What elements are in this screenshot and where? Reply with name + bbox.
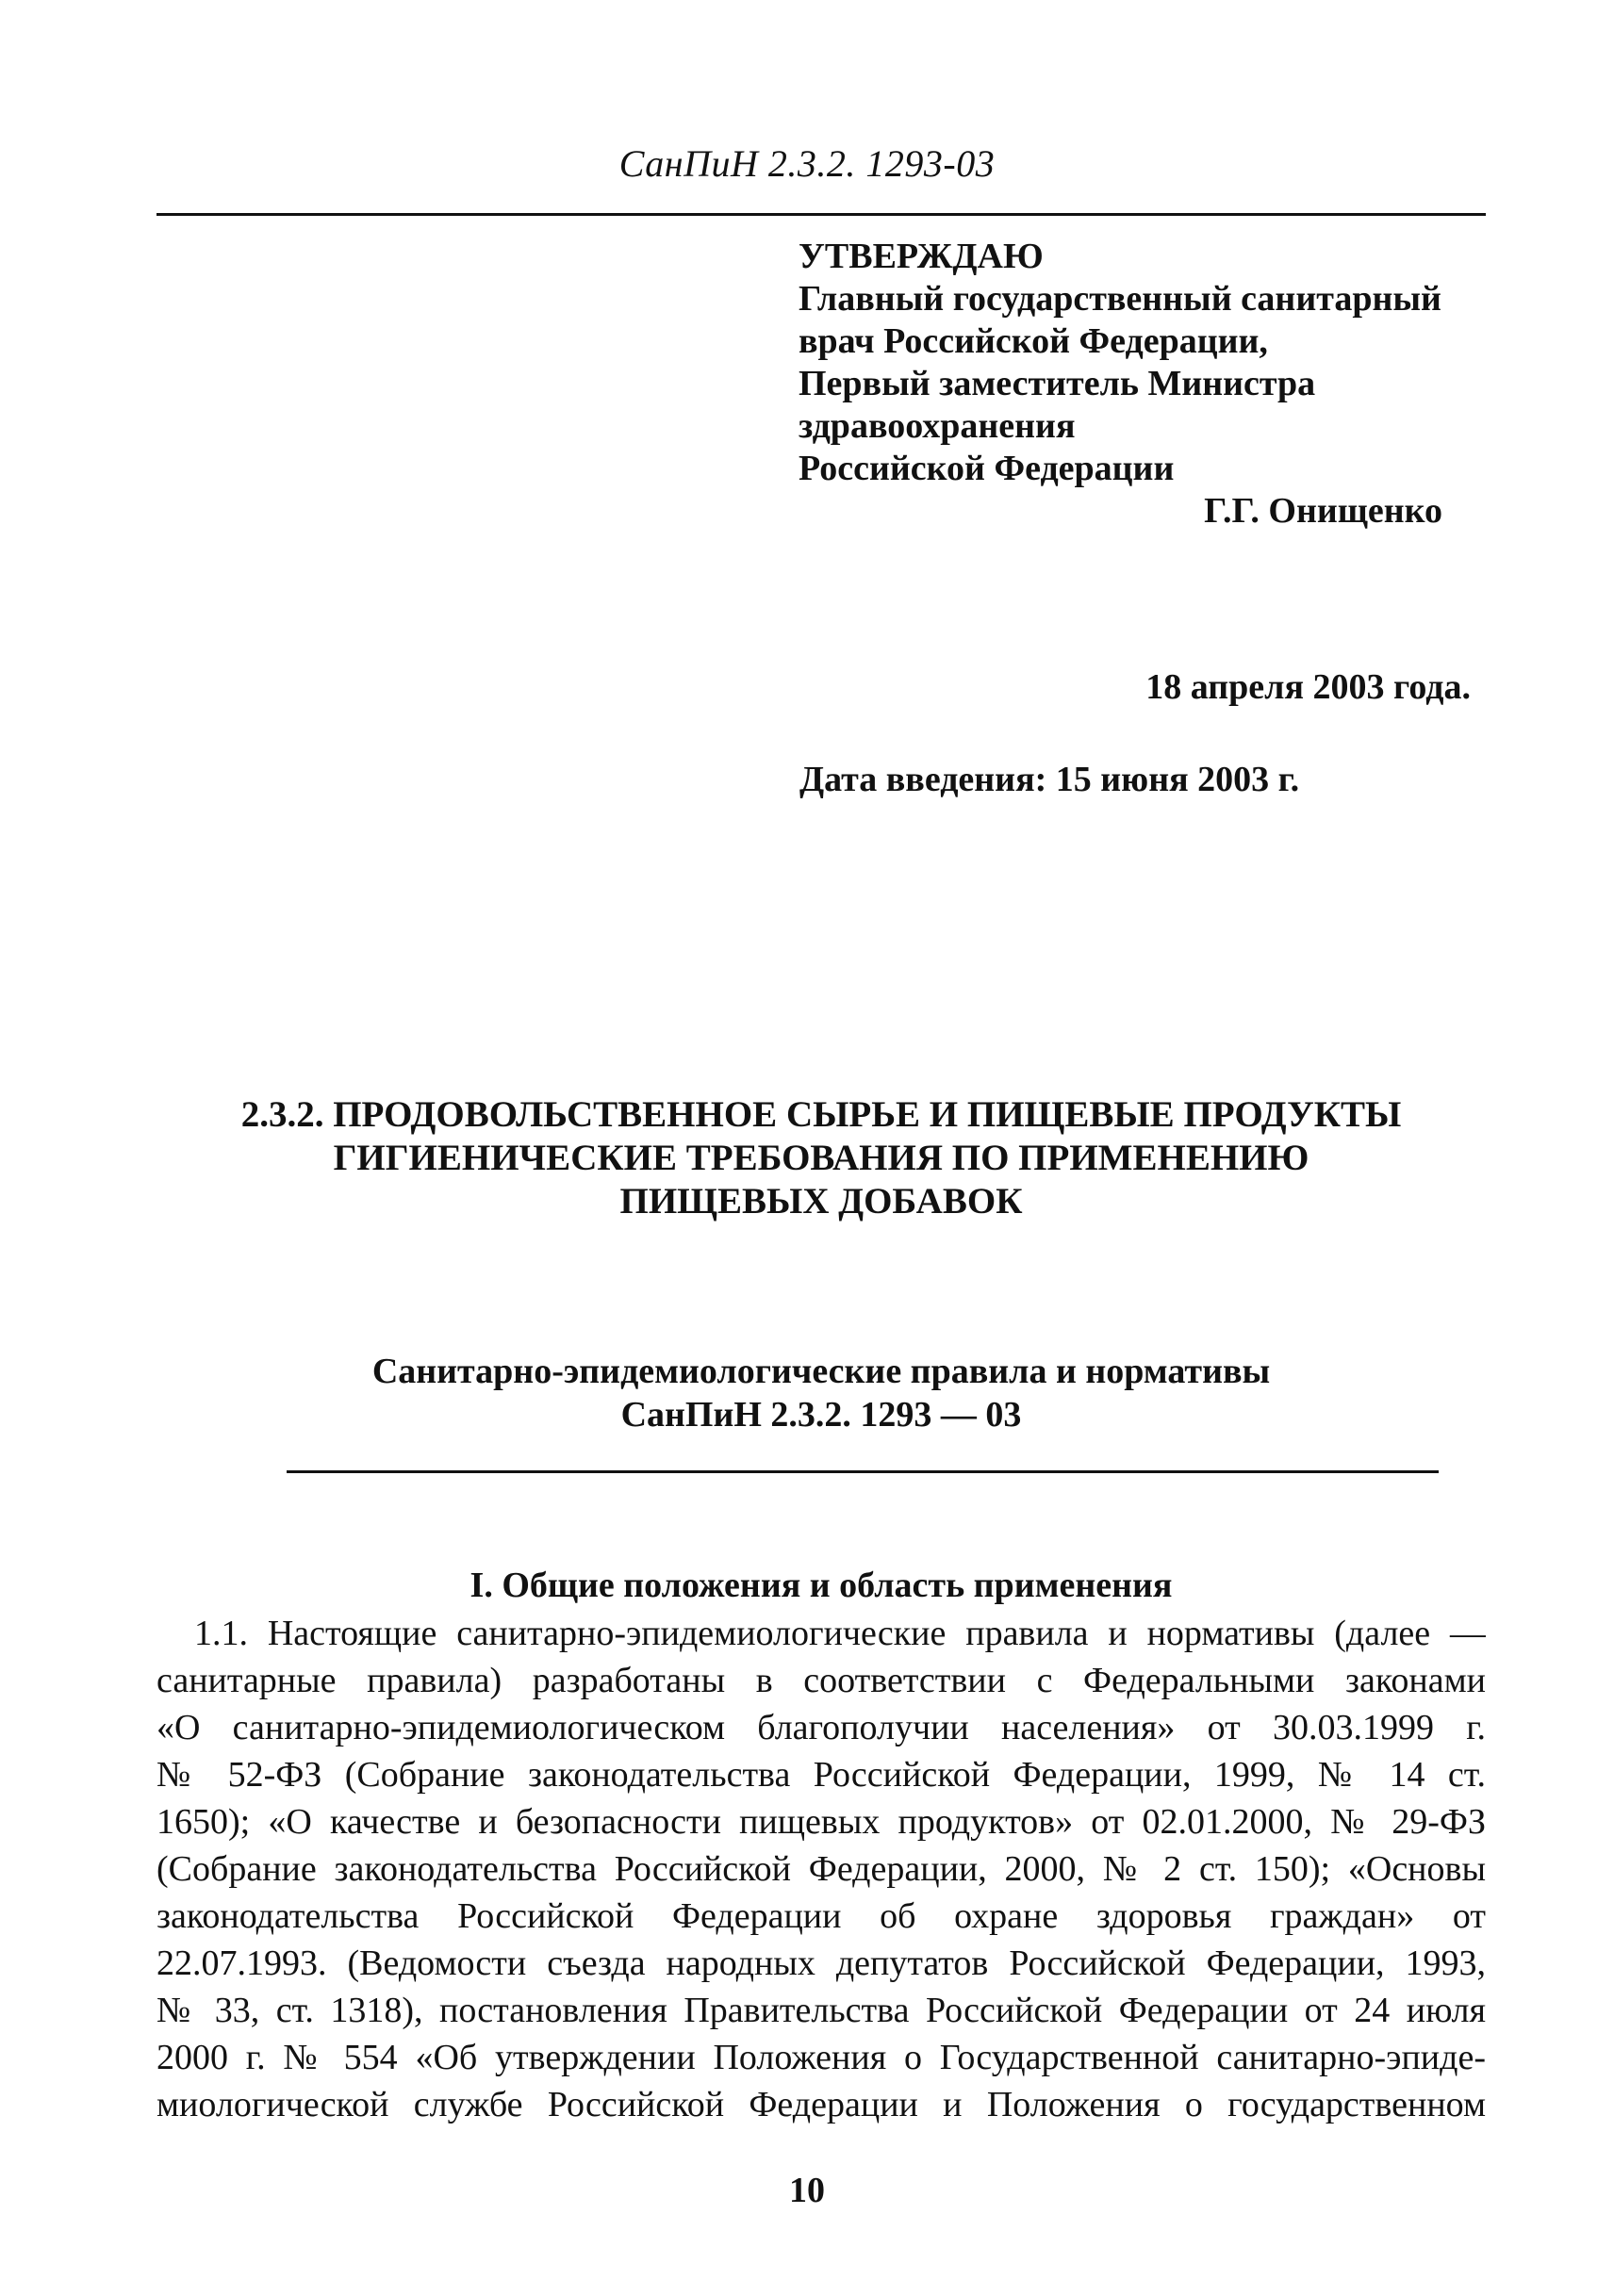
effective-date: Дата введения: 15 июня 2003 г. (799, 760, 1300, 799)
paragraph-line: законодательства Российской Федерации об охране здоровья граждан» от (156, 1896, 1486, 1936)
header-divider (156, 213, 1486, 216)
section-title-line: ПИЩЕВЫХ ДОБАВОК (619, 1181, 1023, 1222)
section-title (156, 1093, 1486, 1223)
paragraph-line: санитарные правила) разработаны в соответствии с Федеральными законами (156, 1661, 1486, 1700)
paragraph-line: миологической службе Российской Федерации и Положения о государственном (156, 2085, 1486, 2124)
paragraph-line: 1.1. Настоящие санитарно-эпидемиологические правила и нормативы (далее — (194, 1614, 1486, 1653)
document-type (156, 1350, 1486, 1436)
running-header: СанПиН 2.3.2. 1293-03 (618, 142, 996, 185)
paragraph-line: № 52-ФЗ (Собрание законодательства Российской Федерации, 1999, № 14 ст. (156, 1755, 1486, 1795)
document-type-line: Санитарно-эпидемиологические правила и нормативы (371, 1352, 1271, 1391)
paragraph-line: «О санитарно-эпидемиологическом благополучии населения» от 30.03.1999 г. (156, 1708, 1486, 1747)
approval-line: врач Российской Федерации, (799, 321, 1268, 361)
page-number: 10 (789, 2171, 825, 2210)
approval-line: Первый заместитель Министра (799, 364, 1316, 403)
paragraph-1-1 (156, 1610, 1486, 2128)
chapter-heading: I. Общие положения и область применения (469, 1566, 1173, 1605)
approval-date: 18 апреля 2003 года. (1145, 667, 1471, 707)
paragraph-line: (Собрание законодательства Российской Федерации, 2000, № 2 ст. 150); «Основы (156, 1849, 1486, 1889)
section-title-line: 2.3.2. ПРОДОВОЛЬСТВЕННОЕ СЫРЬЕ И ПИЩЕВЫЕ ПРОДУКТЫ (240, 1094, 1402, 1135)
approval-line: Главный государственный санитарный (799, 279, 1441, 319)
document-code: СанПиН 2.3.2. 1293 — 03 (620, 1395, 1022, 1435)
paragraph-line: № 33, ст. 1318), постановления Правительства Российской Федерации от 24 июля (156, 1991, 1486, 2030)
section-divider (287, 1470, 1439, 1473)
paragraph-line: 2000 г. № 554 «Об утверждении Положения о Государственной санитарно-эпиде- (156, 2038, 1486, 2077)
approval-block (799, 236, 1477, 533)
section-title-line: ГИГИЕНИЧЕСКИЕ ТРЕБОВАНИЯ ПО ПРИМЕНЕНИЮ (333, 1138, 1309, 1178)
signatory-name: Г.Г. Онищенко (1204, 491, 1442, 531)
paragraph-line: 22.07.1993. (Ведомости съезда народных депутатов Российской Федерации, 1993, (156, 1943, 1486, 1983)
approval-line: Российской Федерации (799, 449, 1175, 488)
paragraph-line: 1650); «О качестве и безопасности пищевых продуктов» от 02.01.2000, № 29-ФЗ (156, 1802, 1486, 1842)
approval-word: УТВЕРЖДАЮ (799, 237, 1044, 276)
approval-line: здравоохранения (799, 406, 1076, 446)
